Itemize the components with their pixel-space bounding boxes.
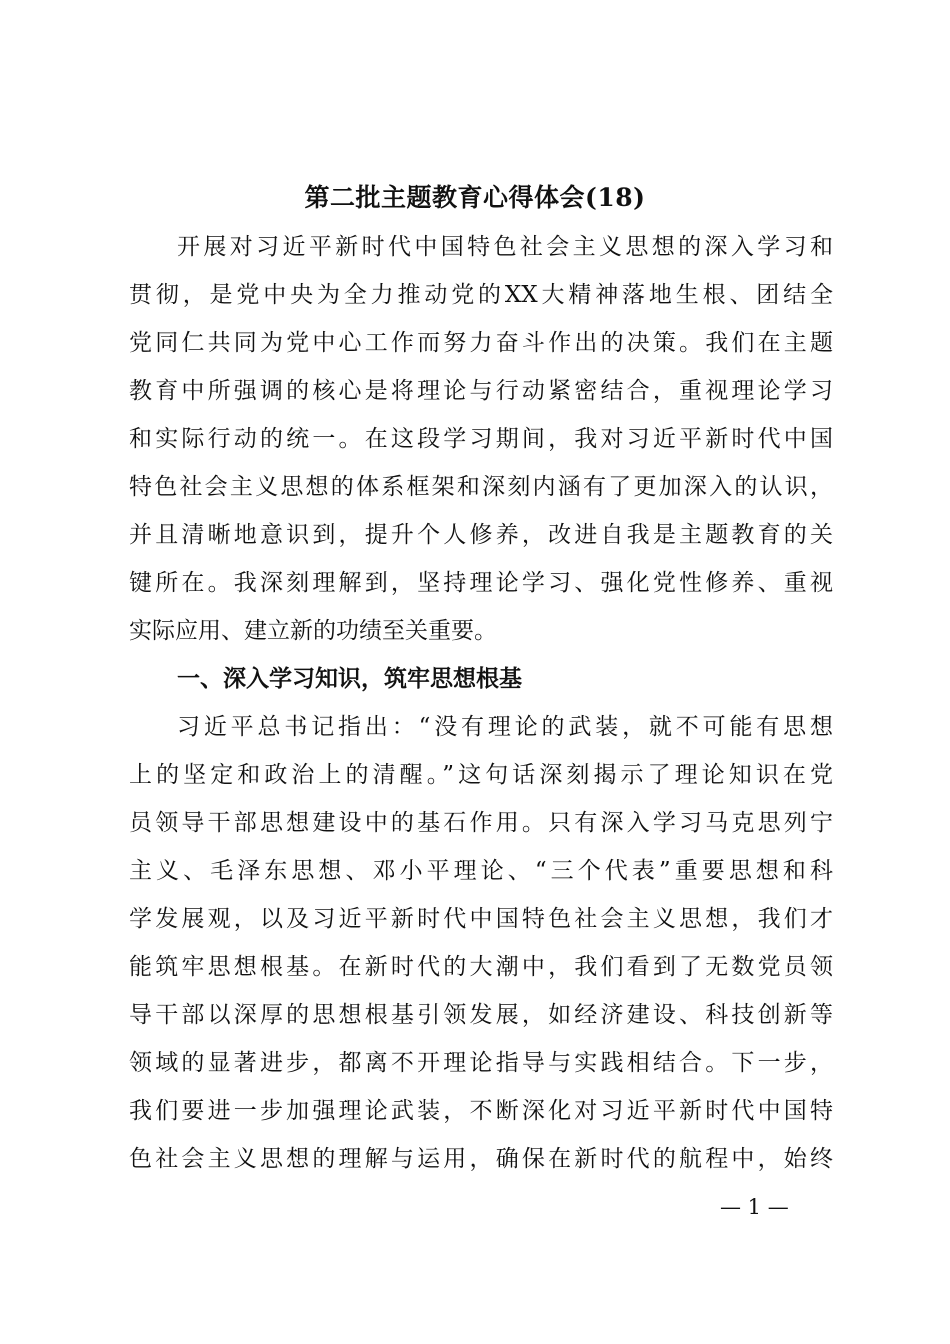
paragraph-line: 开展对习近平新时代中国特色社会主义思想的深入学习和	[177, 234, 833, 260]
paragraph-line: 并且清晰地意识到，提升个人修养，改进自我是主题教育的关	[129, 522, 833, 548]
paragraph-line: 键所在。我深刻理解到，坚持理论学习、强化党性修养、重视	[129, 570, 833, 596]
paragraph-line: 我们要进一步加强理论武装，不断深化对习近平新时代中国特	[129, 1098, 833, 1124]
paragraph-line: 上的坚定和政治上的清醒。”这句话深刻揭示了理论知识在党	[129, 762, 833, 788]
paragraph-line: 贯彻，是党中央为全力推动党的XX大精神落地生根、团结全	[129, 282, 833, 308]
page-number: — 1 —	[720, 1195, 789, 1219]
paragraph-line: 特色社会主义思想的体系框架和深刻内涵有了更加深入的认识，	[129, 474, 833, 500]
paragraph-line: 和实际行动的统一。在这段学习期间，我对习近平新时代中国	[129, 426, 833, 452]
section-heading: 一、深入学习知识，筑牢思想根基	[177, 665, 522, 692]
paragraph-line: 学发展观，以及习近平新时代中国特色社会主义思想，我们才	[129, 906, 833, 932]
paragraph-line: 实际应用、建立新的功绩至关重要。	[129, 618, 497, 644]
paragraph-line: 领域的显著进步，都离不开理论指导与实践相结合。下一步，	[129, 1050, 833, 1076]
document-title: 第二批主题教育心得体会(18)	[304, 183, 646, 212]
paragraph-line: 主义、毛泽东思想、邓小平理论、“三个代表”重要思想和科	[129, 858, 833, 884]
paragraph-line: 习近平总书记指出：“没有理论的武装，就不可能有思想	[177, 714, 833, 740]
paragraph-line: 导干部以深厚的思想根基引领发展，如经济建设、科技创新等	[129, 1002, 833, 1028]
paragraph-line: 色社会主义思想的理解与运用，确保在新时代的航程中，始终	[129, 1146, 833, 1172]
paragraph-line: 教育中所强调的核心是将理论与行动紧密结合，重视理论学习	[129, 378, 833, 404]
paragraph-line: 党同仁共同为党中心工作而努力奋斗作出的决策。我们在主题	[129, 330, 833, 356]
paragraph-line: 员领导干部思想建设中的基石作用。只有深入学习马克思列宁	[129, 810, 833, 836]
paragraph-line: 能筑牢思想根基。在新时代的大潮中，我们看到了无数党员领	[129, 954, 833, 980]
